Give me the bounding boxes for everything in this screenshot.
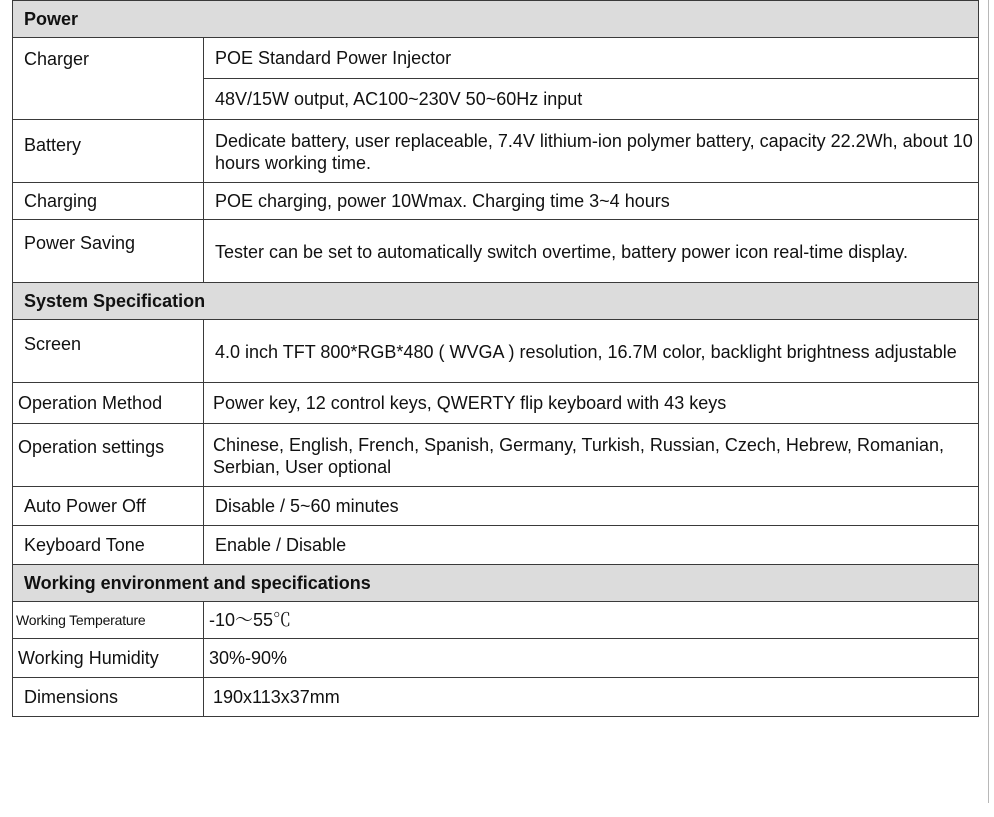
- page-edge-rule: [988, 0, 989, 803]
- section-title-power: Power: [13, 1, 979, 38]
- table-row: [13, 220, 979, 283]
- table-row: [13, 639, 979, 678]
- row-label-working-humidity: Working Humidity: [13, 639, 204, 678]
- row-value-keyboard-tone: Enable / Disable: [204, 526, 979, 565]
- section-header-environment: [13, 565, 979, 602]
- table-row: [13, 526, 979, 565]
- table-row: [13, 383, 979, 424]
- row-label-charging: Charging: [13, 183, 204, 220]
- table-row: [13, 320, 979, 383]
- row-label-charger: Charger: [13, 38, 204, 120]
- table-row: [13, 38, 979, 79]
- row-value-operation-method: Power key, 12 control keys, QWERTY flip keyboard with 43 keys: [204, 383, 979, 424]
- row-value-dimensions: 190x113x37mm: [204, 678, 979, 717]
- section-title-system: System Specification: [13, 283, 979, 320]
- row-value-charger-2: 48V/15W output, AC100~230V 50~60Hz input: [204, 79, 979, 120]
- spec-table: [12, 0, 979, 717]
- table-row: [13, 424, 979, 487]
- row-value-battery: Dedicate battery, user replaceable, 7.4V lithium-ion polymer battery, capacity 22.2Wh, about 10 hours working time.: [204, 120, 979, 183]
- row-label-dimensions: Dimensions: [13, 678, 204, 717]
- section-header-system: [13, 283, 979, 320]
- section-title-environment: Working environment and specifications: [13, 565, 979, 602]
- table-row: [13, 602, 979, 639]
- section-header-power: [13, 1, 979, 38]
- row-label-auto-power-off: Auto Power Off: [13, 487, 204, 526]
- table-row: [13, 183, 979, 220]
- row-label-working-temperature: Working Temperature: [13, 602, 204, 639]
- table-row: [13, 678, 979, 717]
- row-label-power-saving: Power Saving: [13, 220, 204, 283]
- row-label-operation-method: Operation Method: [13, 383, 204, 424]
- row-label-operation-settings: Operation settings: [13, 424, 204, 487]
- row-value-charging: POE charging, power 10Wmax. Charging time 3~4 hours: [204, 183, 979, 220]
- row-value-operation-settings: Chinese, English, French, Spanish, Germany, Turkish, Russian, Czech, Hebrew, Romanian, Serbian, User optional: [204, 424, 979, 487]
- table-row: [13, 487, 979, 526]
- row-value-auto-power-off: Disable / 5~60 minutes: [204, 487, 979, 526]
- row-value-power-saving: Tester can be set to automatically switch overtime, battery power icon real-time display.: [204, 220, 979, 283]
- row-label-battery: Battery: [13, 120, 204, 183]
- row-value-screen: 4.0 inch TFT 800*RGB*480 ( WVGA ) resolution, 16.7M color, backlight brightness adjustable: [204, 320, 979, 383]
- row-label-screen: Screen: [13, 320, 204, 383]
- row-label-keyboard-tone: Keyboard Tone: [13, 526, 204, 565]
- table-row: [13, 120, 979, 183]
- row-value-charger-1: POE Standard Power Injector: [204, 38, 979, 79]
- row-value-working-temperature: -10～55℃: [204, 602, 979, 639]
- row-value-working-humidity: 30%-90%: [204, 639, 979, 678]
